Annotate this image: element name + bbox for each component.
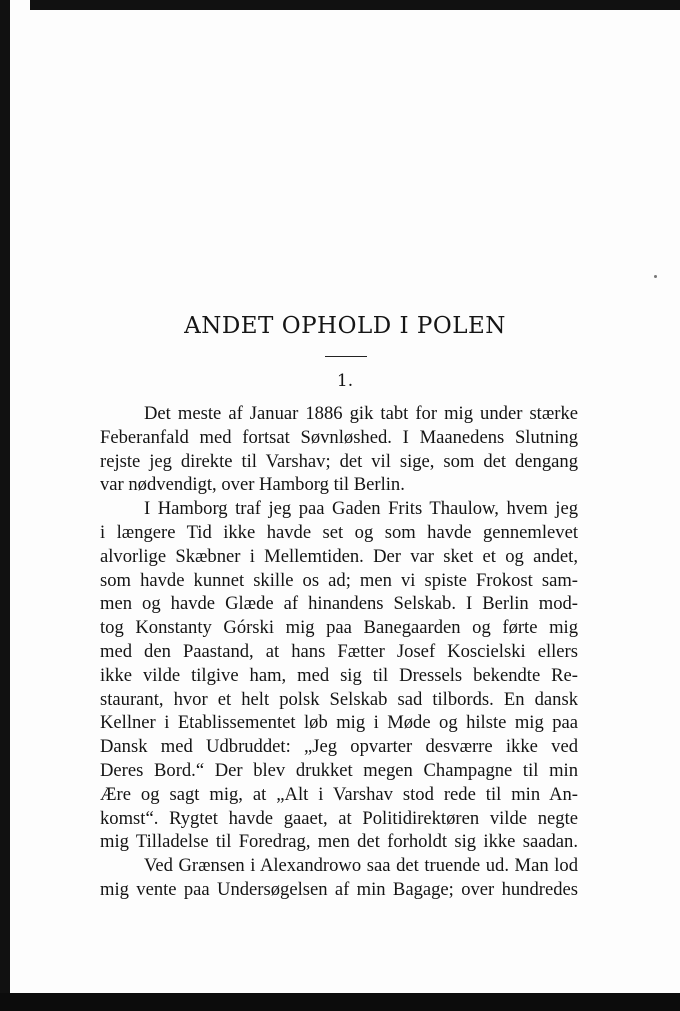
text-line: var nødvendigt, over Hamborg til Berlin.: [100, 474, 405, 496]
body-text: [100, 402, 578, 902]
text-line: Dansk med Udbruddet: „Jeg opvarter desværre ikke ved: [100, 736, 578, 758]
title-rule: [325, 356, 367, 357]
text-line: Kellner i Etablissementet løb mig i Møde og hilste mig paa: [100, 712, 578, 734]
text-line: Feberanfald med fortsat Søvnløshed. I Maanedens Slutning: [100, 426, 578, 448]
text-line: med den Paastand, at hans Fætter Josef Koscielski ellers: [100, 640, 578, 662]
text-line: rejste jeg direkte til Varshav; det vil sige, som det dengang: [100, 450, 578, 472]
text-line: som havde kunnet skille os ad; men vi spiste Frokost sam-: [100, 569, 578, 591]
text-line: men og havde Glæde af hinandens Selskab. I Berlin mod-: [100, 593, 578, 615]
text-line: mig vente paa Undersøgelsen af min Bagage; over hundredes: [100, 878, 578, 900]
paper-speck: [654, 275, 657, 278]
scan-edge-bottom: [0, 993, 680, 1011]
text-line: Ære og sagt mig, at „Alt i Varshav stod rede til min An-: [100, 783, 578, 805]
text-line: Deres Bord.“ Der blev drukket megen Champagne til min: [100, 759, 578, 781]
text-line: tog Konstanty Górski mig paa Banegaarden og førte mig: [100, 617, 578, 639]
section-number: 1.: [336, 371, 354, 391]
text-line: alvorlige Skæbner i Mellemtiden. Der var sket et og andet,: [100, 545, 578, 567]
text-line: I Hamborg traf jeg paa Gaden Frits Thaulow, hvem jeg: [144, 498, 578, 520]
text-line: i længere Tid ikke havde set og som havde gennemlevet: [100, 521, 578, 543]
scan-edge-left: [0, 0, 10, 1011]
scan-edge-top: [30, 0, 680, 10]
text-line: ikke vilde tilgive ham, med sig til Dressels bekendte Re-: [100, 664, 578, 686]
text-line: Det meste af Januar 1886 gik tabt for mig under stærke: [144, 403, 578, 424]
text-line: komst“. Rygtet havde gaaet, at Politidirektøren vilde negte: [100, 807, 578, 829]
text-line: mig Tilladelse til Foredrag, men det forholdt sig ikke saadan.: [100, 831, 578, 853]
chapter-title: ANDET OPHOLD I POLEN: [184, 313, 506, 339]
text-line: staurant, hvor et helt polsk Selskab sad tilbords. En dansk: [100, 688, 578, 710]
text-line: Ved Grænsen i Alexandrowo saa det truende ud. Man lod: [144, 855, 578, 877]
